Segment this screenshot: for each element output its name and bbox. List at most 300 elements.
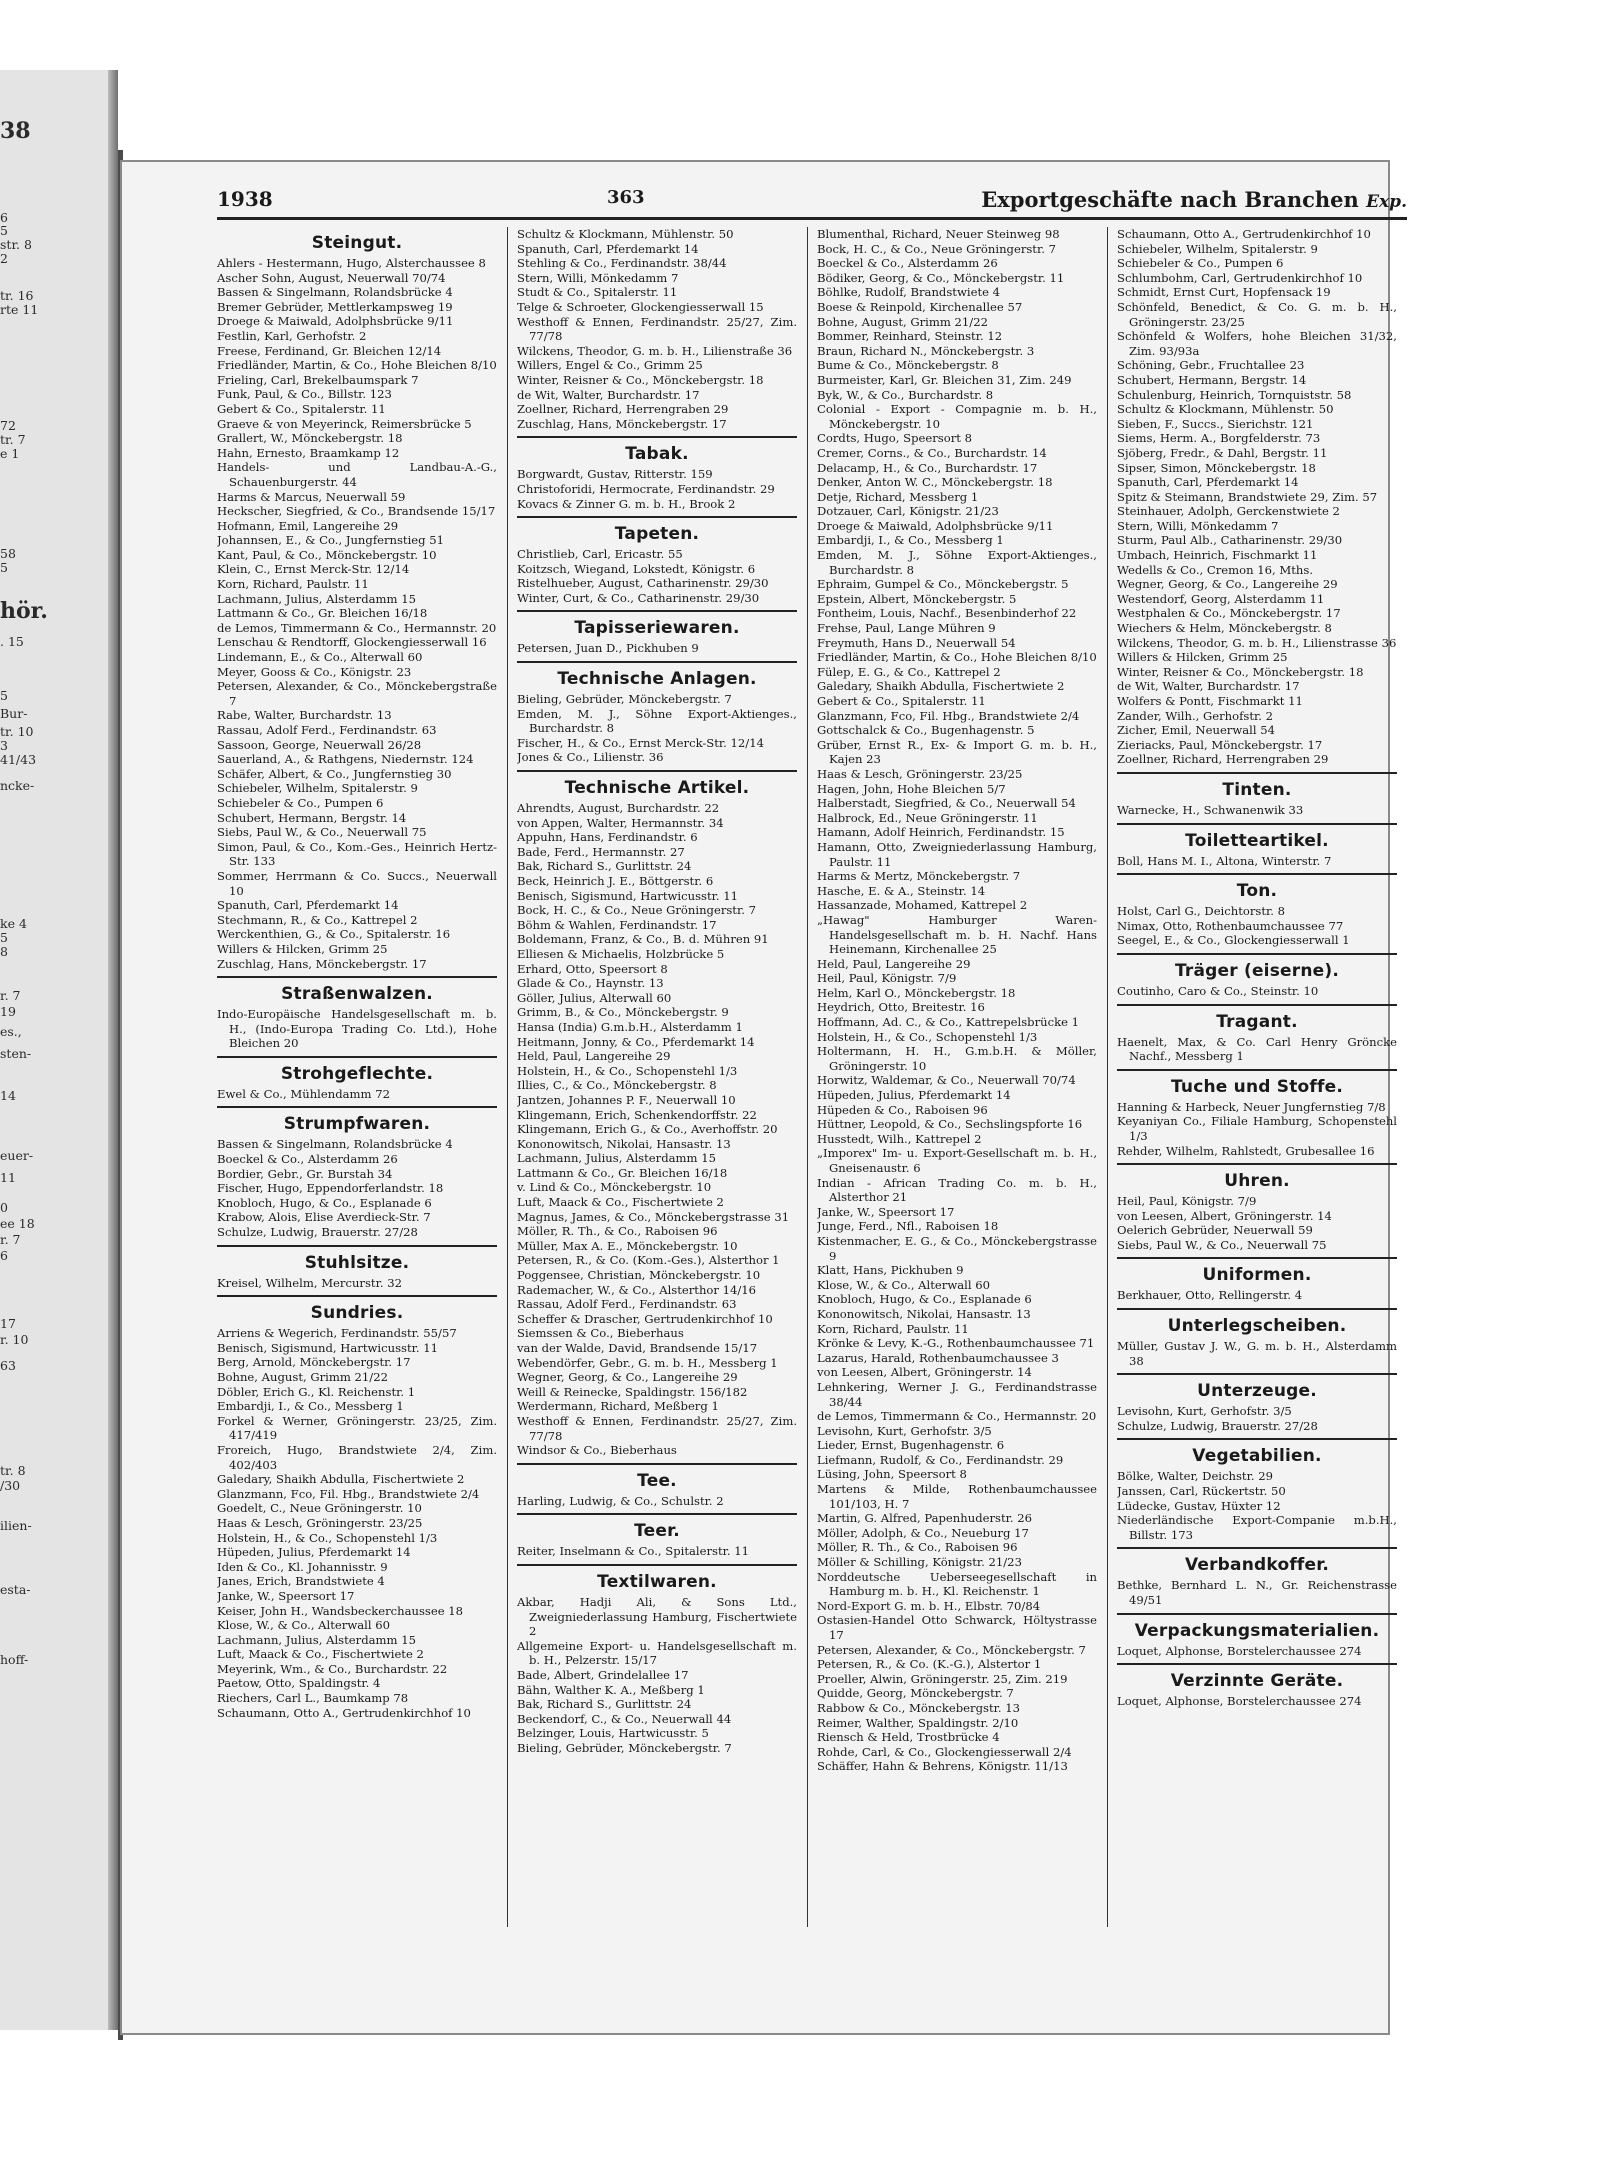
- left-page-text-fragment: 17: [0, 1316, 16, 1331]
- directory-entry: Graeve & von Meyerinck, Reimersbrücke 5: [217, 416, 472, 431]
- directory-entry: Siebs, Paul W., & Co., Neuerwall 75: [1117, 1237, 1327, 1252]
- directory-entry: Emden, M. J., Söhne Export-Aktienges., Burchardstr. 8: [517, 706, 797, 736]
- directory-entry: Glanzmann, Fco, Fil. Hbg., Brandstwiete 2/4: [817, 708, 1080, 723]
- left-page-text-fragment: 6: [0, 210, 8, 225]
- directory-entry: de Wit, Walter, Burchardstr. 17: [1117, 679, 1300, 694]
- directory-entry: Quidde, Georg, Mönckebergstr. 7: [817, 1686, 1014, 1701]
- section-rule: [1117, 1613, 1397, 1615]
- directory-entry: Glade & Co., Haynstr. 13: [517, 976, 664, 991]
- directory-entry: Nord-Export G. m. b. H., Elbstr. 70/84: [817, 1598, 1041, 1613]
- directory-entry: Loquet, Alphonse, Borstelerchaussee 274: [1117, 1643, 1362, 1658]
- directory-entry: Husstedt, Wilh., Kattrepel 2: [817, 1131, 982, 1146]
- left-page-text-fragment: 3: [0, 738, 8, 753]
- category-heading: Vegetabilien.: [1192, 1446, 1322, 1467]
- directory-entry: Koitzsch, Wiegand, Lokstedt, Königstr. 6: [517, 561, 756, 576]
- directory-entry: Spanuth, Carl, Pferdemarkt 14: [517, 241, 699, 256]
- directory-entry: Heil, Paul, Königstr. 7/9: [817, 971, 957, 986]
- section-rule: [1117, 823, 1397, 825]
- section-rule: [517, 516, 797, 518]
- directory-entry: Bähn, Walther K. A., Meßberg 1: [517, 1682, 705, 1697]
- section-rule: [1117, 1257, 1397, 1259]
- left-page-text-fragment: tr. 8: [0, 1463, 26, 1478]
- left-page-text-fragment: r. 7: [0, 988, 21, 1003]
- directory-entry: Böhlke, Rudolf, Brandstwiete 4: [817, 285, 1001, 300]
- directory-entry: Emden, M. J., Söhne Export-Aktienges., Burchardstr. 8: [817, 548, 1097, 577]
- left-page-fragment: [0, 70, 118, 2030]
- directory-entry: Paetow, Otto, Spaldingstr. 4: [217, 1676, 381, 1691]
- directory-entry: Lenschau & Rendtorff, Glockengiesserwall 16: [217, 635, 487, 650]
- directory-entry: Magnus, James, & Co., Mönckebergstrasse 31: [517, 1209, 790, 1224]
- section-rule: [1117, 772, 1397, 774]
- directory-entry: Döbler, Erich G., Kl. Reichenstr. 1: [217, 1384, 416, 1399]
- section-rule: [217, 976, 497, 978]
- category-heading: Tee.: [637, 1470, 677, 1491]
- directory-entry: von Leesen, Albert, Gröningerstr. 14: [817, 1365, 1032, 1380]
- left-page-text-fragment: 38: [0, 118, 31, 144]
- directory-entry: Lattmann & Co., Gr. Bleichen 16/18: [517, 1165, 728, 1180]
- section-rule: [217, 1056, 497, 1058]
- directory-entry: Krönke & Levy, K.-G., Rothenbaumchaussee 71: [817, 1336, 1095, 1351]
- directory-entry: Holst, Carl G., Deichtorstr. 8: [1117, 904, 1286, 919]
- directory-entry: Proeller, Alwin, Gröningerstr. 25, Zim. 219: [817, 1671, 1068, 1686]
- directory-entry: Martin, G. Alfred, Papenhuderstr. 26: [817, 1511, 1033, 1526]
- directory-entry: Möller, Adolph, & Co., Neueburg 17: [817, 1525, 1029, 1540]
- directory-entry: Korn, Richard, Paulstr. 11: [817, 1321, 969, 1336]
- directory-entry: Indian - African Trading Co. m. b. H., Alsterthor 21: [817, 1175, 1097, 1205]
- directory-entry: Bohne, August, Grimm 21/22: [817, 314, 988, 329]
- directory-entry: Heil, Paul, Königstr. 7/9: [1117, 1194, 1257, 1209]
- directory-entry: Colonial - Export - Compagnie m. b. H., Mönckebergstr. 10: [817, 402, 1097, 431]
- directory-entry: de Lemos, Timmermann & Co., Hermannstr. 20: [817, 1409, 1097, 1424]
- directory-entry: de Wit, Walter, Burchardstr. 17: [517, 387, 700, 402]
- left-page-text-fragment: ncke-: [0, 778, 35, 793]
- left-page-text-fragment: Bur-: [0, 706, 28, 721]
- directory-entry: Werdermann, Richard, Meßberg 1: [517, 1399, 719, 1414]
- directory-entry: Meyer, Gooss & Co., Königstr. 23: [217, 664, 412, 679]
- section-rule: [1117, 1163, 1397, 1165]
- directory-entry: Boldemann, Franz, & Co., B. d. Mühren 91: [517, 932, 769, 947]
- directory-entry: Halbrock, Ed., Neue Gröningerstr. 11: [817, 810, 1038, 825]
- left-page-text-fragment: 5: [0, 560, 8, 575]
- column-3: [817, 227, 1097, 1987]
- directory-entry: Goedelt, C., Neue Gröningerstr. 10: [217, 1501, 422, 1516]
- directory-entry: Lüsing, John, Speersort 8: [817, 1467, 967, 1482]
- directory-entry: Zieriacks, Paul, Mönckebergstr. 17: [1117, 737, 1323, 752]
- directory-entry: Freese, Ferdinand, Gr. Bleichen 12/14: [217, 343, 442, 358]
- directory-entry: Hamann, Otto, Zweigniederlassung Hamburg, Paulstr. 11: [817, 839, 1097, 869]
- directory-entry: Wedells & Co., Cremon 16, Mths.: [1117, 562, 1314, 577]
- directory-entry: Wiechers & Helm, Mönckebergstr. 8: [1117, 621, 1332, 636]
- left-page-text-fragment: 5: [0, 688, 8, 703]
- directory-entry: Zoellner, Richard, Herrengraben 29: [517, 402, 729, 417]
- directory-entry: Hofmann, Emil, Langereihe 29: [217, 518, 399, 533]
- directory-entry: van der Walde, David, Brandsende 15/17: [517, 1341, 758, 1355]
- directory-entry: Hamann, Adolf Heinrich, Ferdinandstr. 15: [817, 825, 1065, 840]
- directory-entry: Schiebeler & Co., Pumpen 6: [1117, 256, 1284, 271]
- directory-entry: Knobloch, Hugo, & Co., Esplanade 6: [817, 1292, 1032, 1307]
- directory-entry: de Lemos, Timmermann & Co., Hermannstr. 20: [217, 620, 497, 635]
- directory-entry: Spitz & Steimann, Brandstwiete 29, Zim. 57: [1117, 489, 1378, 504]
- section-rule: [517, 1513, 797, 1515]
- directory-entry: Bremer Gebrüder, Mettlerkampsweg 19: [217, 299, 453, 314]
- directory-entry: Zoellner, Richard, Herrengraben 29: [1117, 752, 1329, 767]
- left-page-text-fragment: 2: [0, 251, 8, 266]
- left-page-text-fragment: 19: [0, 1004, 16, 1019]
- directory-entry: Akbar, Hadji Ali, & Sons Ltd., Zweigniederlassung Hamburg, Fischertwiete 2: [517, 1594, 797, 1639]
- left-page-text-fragment: hoff-: [0, 1652, 29, 1667]
- left-page-text-fragment: 63: [0, 1358, 16, 1373]
- header-year: 1938: [217, 187, 273, 211]
- category-heading: Verzinnte Geräte.: [1170, 1671, 1344, 1692]
- directory-entry: Steinhauer, Adolph, Gerckenstwiete 2: [1117, 504, 1340, 519]
- column-1: [217, 227, 497, 1987]
- directory-entry: Harms & Mertz, Mönckebergstr. 7: [817, 869, 1021, 884]
- directory-entry: Halberstadt, Siegfried, & Co., Neuerwall 54: [817, 796, 1076, 811]
- directory-entry: Werckenthien, G., & Co., Spitalerstr. 16: [217, 927, 451, 942]
- category-heading: Tinten.: [1222, 779, 1292, 800]
- section-rule: [217, 1245, 497, 1247]
- directory-entry: Kononowitsch, Nikolai, Hansastr. 13: [517, 1136, 731, 1151]
- directory-entry: Froreich, Hugo, Brandstwiete 2/4, Zim. 402/403: [217, 1442, 497, 1472]
- directory-entry: Willers & Hilcken, Grimm 25: [1117, 650, 1288, 665]
- section-rule: [517, 770, 797, 772]
- left-page-text-fragment: str. 8: [0, 237, 32, 252]
- directory-entry: Lieder, Ernst, Bugenhagenstr. 6: [817, 1438, 1005, 1453]
- page-edge-shadow: [108, 70, 118, 2030]
- directory-entry: Umbach, Heinrich, Fischmarkt 11: [1117, 548, 1318, 563]
- directory-entry: Schubert, Hermann, Bergstr. 14: [217, 810, 407, 825]
- category-heading: Technische Anlagen.: [557, 669, 757, 690]
- directory-entry: Beck, Heinrich J. E., Böttgerstr. 6: [517, 874, 714, 888]
- left-page-text-fragment: ilien-: [0, 1518, 32, 1533]
- left-page-text-fragment: /30: [0, 1478, 21, 1493]
- category-heading: Uhren.: [1224, 1171, 1290, 1192]
- category-heading: Textilwaren.: [597, 1571, 717, 1592]
- directory-entry: Lüdecke, Gustav, Hüxter 12: [1117, 1498, 1281, 1513]
- section-rule: [217, 1106, 497, 1108]
- directory-entry: Schultz & Klockmann, Mühlenstr. 50: [517, 227, 734, 241]
- directory-entry: Erhard, Otto, Speersort 8: [517, 961, 668, 976]
- directory-entry: Bieling, Gebrüder, Mönckebergstr. 7: [517, 1740, 732, 1755]
- left-page-text-fragment: esta-: [0, 1582, 31, 1597]
- directory-entry: Boll, Hans M. I., Altona, Winterstr. 7: [1117, 853, 1332, 868]
- directory-entry: Rabbow & Co., Mönckebergstr. 13: [817, 1700, 1020, 1715]
- section-rule: [1117, 1663, 1397, 1665]
- directory-entry: Lehnkering, Werner J. G., Ferdinandstrasse 38/44: [817, 1379, 1097, 1409]
- directory-entry: Rohde, Carl, & Co., Glockengiesserwall 2/4: [817, 1744, 1072, 1759]
- directory-entry: Zuschlag, Hans, Mönckebergstr. 17: [517, 416, 727, 431]
- left-page-text-fragment: 11: [0, 1170, 16, 1185]
- directory-entry: Burmeister, Karl, Gr. Bleichen 31, Zim. 249: [817, 372, 1072, 387]
- directory-entry: Denker, Anton W. C., Mönckebergstr. 18: [817, 475, 1053, 490]
- directory-entry: Schiebeler, Wilhelm, Spitalerstr. 9: [1117, 241, 1318, 256]
- directory-entry: Siebs, Paul W., & Co., Neuerwall 75: [217, 825, 427, 840]
- directory-entry: Möller, R. Th., & Co., Raboisen 96: [517, 1224, 718, 1239]
- directory-entry: Indo-Europäische Handelsgesellschaft m. b. H., (Indo-Europa Trading Co. Ltd.), Hohe Bleichen 20: [217, 1007, 497, 1051]
- directory-entry: Haas & Lesch, Gröningerstr. 23/25: [217, 1515, 423, 1530]
- directory-entry: Friedländer, Martin, & Co., Hohe Bleichen 8/10: [217, 358, 497, 373]
- directory-entry: Riensch & Held, Trostbrücke 4: [817, 1730, 1000, 1745]
- section-rule: [1117, 873, 1397, 875]
- directory-entry: Göller, Julius, Alterwall 60: [517, 990, 672, 1005]
- category-heading: Träger (eiserne).: [1174, 960, 1339, 981]
- directory-entry: Haas & Lesch, Gröningerstr. 23/25: [817, 766, 1023, 781]
- category-heading: Unterzeuge.: [1197, 1381, 1317, 1402]
- left-page-text-fragment: 5: [0, 223, 8, 238]
- directory-entry: Jones & Co., Lilienstr. 36: [517, 750, 664, 765]
- directory-entry: Hanning & Harbeck, Neuer Jungfernstieg 7/8: [1117, 1099, 1386, 1114]
- directory-entry: Byk, W., & Co., Burchardstr. 8: [817, 387, 994, 402]
- directory-entry: Möller & Schilling, Königstr. 21/23: [817, 1555, 1022, 1570]
- directory-entry: Held, Paul, Langereihe 29: [517, 1049, 671, 1064]
- directory-entry: Müller, Gustav J. W., G. m. b. H., Alsterdamm 38: [1117, 1339, 1397, 1368]
- left-page-text-fragment: ee 18: [0, 1216, 35, 1231]
- directory-entry: Meyerink, Wm., & Co., Burchardstr. 22: [217, 1661, 448, 1676]
- category-heading: Tuche und Stoffe.: [1171, 1076, 1343, 1097]
- directory-entry: Haenelt, Max, & Co. Carl Henry Gröncke Nachf., Messberg 1: [1117, 1034, 1397, 1064]
- directory-entry: Bade, Ferd., Hermannstr. 27: [517, 844, 685, 859]
- directory-entry: Rassau, Adolf Ferd., Ferdinandstr. 63: [217, 723, 437, 737]
- directory-entry: Harling, Ludwig, & Co., Schulstr. 2: [517, 1493, 724, 1508]
- directory-entry: Blumenthal, Richard, Neuer Steinweg 98: [817, 227, 1060, 241]
- directory-entry: Jantzen, Johannes P. F., Neuerwall 10: [517, 1092, 736, 1107]
- directory-entry: Horwitz, Waldemar, & Co., Neuerwall 70/74: [817, 1073, 1076, 1088]
- directory-entry: Levisohn, Kurt, Gerhofstr. 3/5: [817, 1423, 992, 1438]
- left-page-text-fragment: euer-: [0, 1148, 34, 1163]
- directory-entry: Keyaniyan Co., Filiale Hamburg, Schopenstehl 1/3: [1117, 1114, 1397, 1143]
- directory-entry: Klingemann, Erich, Schenkendorffstr. 22: [517, 1107, 757, 1122]
- category-heading: Ton.: [1236, 881, 1278, 902]
- directory-entry: Schulze, Ludwig, Brauerstr. 27/28: [217, 1225, 418, 1240]
- directory-entry: v. Lind & Co., Mönckebergstr. 10: [517, 1180, 712, 1195]
- directory-entry: Oelerich Gebrüder, Neuerwall 59: [1117, 1223, 1313, 1238]
- directory-entry: Sassoon, George, Neuerwall 26/28: [217, 737, 422, 752]
- directory-entry: Elliesen & Michaelis, Holzbrücke 5: [517, 946, 725, 961]
- column-separator: [1107, 227, 1108, 1927]
- directory-entry: Bock, H. C., & Co., Neue Gröningerstr. 7: [817, 241, 1056, 256]
- directory-entry: Boeckel & Co., Alsterdamm 26: [217, 1152, 398, 1167]
- directory-entry: Spanuth, Carl, Pferdemarkt 14: [1117, 475, 1299, 490]
- directory-entry: Kant, Paul, & Co., Mönckebergstr. 10: [217, 547, 437, 562]
- section-rule: [1117, 1069, 1397, 1071]
- category-heading: Strumpfwaren.: [283, 1114, 431, 1135]
- directory-entry: Embardji, I., & Co., Messberg 1: [217, 1399, 404, 1414]
- category-heading: Steingut.: [311, 233, 403, 253]
- directory-entry: Hassanzade, Mohamed, Kattrepel 2: [817, 898, 1028, 913]
- directory-entry: Keiser, John H., Wandsbeckerchaussee 18: [217, 1603, 464, 1618]
- directory-entry: Janssen, Carl, Rückertstr. 50: [1117, 1484, 1286, 1499]
- directory-entry: Bölke, Walter, Deichstr. 29: [1117, 1469, 1273, 1484]
- directory-entry: Wilckens, Theodor, G. m. b. H., Lilienstrasse 36: [1117, 635, 1397, 650]
- directory-entry: Bak, Richard S., Gurlittstr. 24: [517, 859, 692, 874]
- directory-entry: Junge, Ferd., Nfl., Raboisen 18: [817, 1219, 999, 1234]
- directory-entry: Appuhn, Hans, Ferdinandstr. 6: [517, 830, 698, 845]
- category-heading: Strohgeflechte.: [280, 1063, 434, 1084]
- section-rule: [517, 1463, 797, 1465]
- directory-entry: Hansa (India) G.m.b.H., Alsterdamm 1: [517, 1019, 743, 1034]
- directory-entry: Helm, Karl O., Mönckebergstr. 18: [817, 985, 1016, 1000]
- directory-entry: Droege & Maiwald, Adolphsbrücke 9/11: [217, 314, 454, 329]
- directory-entry: Luft, Maack & Co., Fischertwiete 2: [517, 1195, 724, 1210]
- section-rule: [217, 1295, 497, 1297]
- directory-entry: Bassen & Singelmann, Rolandsbrücke 4: [217, 1137, 453, 1152]
- directory-entry: Winter, Reisner & Co., Mönckebergstr. 18: [517, 372, 764, 387]
- directory-entry: Schöning, Gebr., Fruchtallee 23: [1117, 358, 1305, 373]
- directory-entry: Benisch, Sigismund, Hartwicusstr. 11: [217, 1340, 439, 1355]
- running-title-text: Exportgeschäfte nach Branchen: [981, 187, 1359, 212]
- directory-entry: Hagen, John, Hohe Bleichen 5/7: [817, 781, 1006, 796]
- directory-entry: Knobloch, Hugo, & Co., Esplanade 6: [217, 1195, 432, 1210]
- directory-entry: Luft, Maack & Co., Fischertwiete 2: [217, 1647, 424, 1662]
- category-heading: Unterlegscheiben.: [1167, 1316, 1347, 1337]
- directory-entry: Benisch, Sigismund, Hartwicusstr. 11: [517, 888, 739, 903]
- section-rule: [1117, 953, 1397, 955]
- directory-entry: Bak, Richard S., Gurlittstr. 24: [517, 1697, 692, 1712]
- left-page-text-fragment: 0: [0, 1200, 8, 1215]
- directory-entry: Bassen & Singelmann, Rolandsbrücke 4: [217, 285, 453, 300]
- directory-entry: Friedländer, Martin, & Co., Hohe Bleichen 8/10: [817, 650, 1097, 665]
- left-page-text-fragment: tr. 7: [0, 432, 26, 447]
- directory-entry: Sauerland, A., & Rathgens, Niedernstr. 124: [217, 752, 474, 767]
- left-page-text-fragment: es.,: [0, 1024, 22, 1039]
- column-4: [1117, 227, 1397, 1987]
- directory-entry: Siemssen & Co., Bieberhaus: [517, 1326, 684, 1341]
- directory-entry: Bade, Albert, Grindelallee 17: [517, 1667, 689, 1682]
- directory-entry: Forkel & Werner, Gröningerstr. 23/25, Zim. 417/419: [217, 1413, 497, 1443]
- directory-entry: Bethke, Bernhard L. N., Gr. Reichenstrasse 49/51: [1117, 1578, 1397, 1607]
- directory-entry: Rassau, Adolf Ferd., Ferdinandstr. 63: [517, 1297, 737, 1312]
- directory-entry: Schulze, Ludwig, Brauerstr. 27/28: [1117, 1418, 1318, 1433]
- directory-entry: Wolfers & Pontt, Fischmarkt 11: [1117, 694, 1303, 708]
- directory-entry: Reimer, Walther, Spaldingstr. 2/10: [817, 1715, 1019, 1730]
- directory-entry: Krabow, Alois, Elise Averdieck-Str. 7: [217, 1210, 431, 1225]
- directory-entry: Berg, Arnold, Mönckebergstr. 17: [217, 1355, 411, 1370]
- directory-entry: Freymuth, Hans D., Neuerwall 54: [817, 635, 1016, 650]
- directory-entry: Loquet, Alphonse, Borstelerchaussee 274: [1117, 1694, 1362, 1709]
- directory-entry: Hüpeden & Co., Raboisen 96: [817, 1102, 988, 1117]
- directory-entry: Stern, Willi, Mönkedamm 7: [517, 270, 679, 285]
- directory-entry: Winter, Reisner & Co., Mönckebergstr. 18: [1117, 664, 1364, 679]
- directory-entry: Bohne, August, Grimm 21/22: [217, 1370, 388, 1384]
- directory-entry: Delacamp, H., & Co., Burchardstr. 17: [817, 460, 1038, 475]
- category-heading: Technische Artikel.: [564, 778, 750, 799]
- category-heading: Tragant.: [1216, 1011, 1298, 1032]
- column-2: [517, 227, 797, 1987]
- directory-entry: Schaumann, Otto A., Gertrudenkirchhof 10: [217, 1705, 471, 1720]
- directory-entry: Heckscher, Siegfried, & Co., Brandsende 15/17: [217, 504, 496, 519]
- directory-entry: Frieling, Carl, Brekelbaumspark 7: [217, 372, 419, 387]
- directory-entry: Zicher, Emil, Neuerwall 54: [1117, 723, 1276, 738]
- directory-entry: Festlin, Karl, Gerhofstr. 2: [217, 328, 367, 343]
- directory-entry: Braun, Richard N., Mönckebergstr. 3: [817, 343, 1035, 358]
- directory-entry: Webendörfer, Gebr., G. m. b. H., Messberg 1: [517, 1355, 778, 1370]
- directory-entry: Petersen, Alexander, & Co., Mönckebergstr. 7: [817, 1642, 1086, 1657]
- directory-entry: Sturm, Paul Alb., Catharinenstr. 29/30: [1117, 533, 1343, 548]
- directory-entry: Schulenburg, Heinrich, Tornquiststr. 58: [1117, 387, 1352, 402]
- section-rule: [1117, 1308, 1397, 1310]
- directory-entry: Fischer, H., & Co., Ernst Merck-Str. 12/14: [517, 735, 764, 750]
- directory-entry: Cremer, Corns., & Co., Burchardstr. 14: [817, 445, 1047, 460]
- directory-entry: Ahrendts, August, Burchardstr. 22: [517, 801, 720, 816]
- directory-entry: Böhm & Wahlen, Ferdinandstr. 17: [517, 917, 717, 932]
- directory-entry: Bieling, Gebrüder, Mönckebergstr. 7: [517, 692, 732, 707]
- category-heading: Tapeten.: [614, 524, 700, 545]
- category-heading: Sundries.: [310, 1303, 404, 1324]
- directory-entry: Grimm, B., & Co., Mönckebergstr. 9: [517, 1005, 729, 1020]
- directory-entry: Schultz & Klockmann, Mühlenstr. 50: [1117, 402, 1334, 417]
- left-page-text-fragment: ke 4: [0, 916, 27, 931]
- directory-entry: Schäffer, Hahn & Behrens, Königstr. 11/13: [817, 1759, 1068, 1774]
- directory-entry: Janke, W., Speersort 17: [217, 1588, 355, 1603]
- directory-entry: Epstein, Albert, Mönckebergstr. 5: [817, 591, 1017, 606]
- directory-entry: Galedary, Shaikh Abdulla, Fischertwiete 2: [817, 679, 1065, 694]
- directory-entry: Rehder, Wilhelm, Rahlstedt, Grubesallee 16: [1117, 1143, 1375, 1158]
- directory-entry: Heydrich, Otto, Breitestr. 16: [817, 1000, 985, 1015]
- directory-entry: Sieben, F., Succs., Sierichstr. 121: [1117, 416, 1314, 431]
- directory-entry: Allgemeine Export- u. Handelsgesellschaft m. b. H., Pelzerstr. 15/17: [517, 1638, 797, 1668]
- directory-entry: Sjöberg, Fredr., & Dahl, Bergstr. 11: [1117, 445, 1328, 460]
- directory-entry: Liefmann, Rudolf, & Co., Ferdinandstr. 29: [817, 1452, 1064, 1467]
- directory-entry: Stern, Willi, Mönkedamm 7: [1117, 518, 1279, 533]
- directory-entry: Ahlers - Hestermann, Hugo, Alsterchaussee 8: [217, 256, 486, 270]
- directory-entry: Petersen, Alexander, & Co., Mönckebergstraße 7: [217, 679, 497, 708]
- directory-entry: Christoforidi, Hermocrate, Ferdinandstr. 29: [517, 481, 775, 496]
- directory-entry: Belzinger, Louis, Hartwicusstr. 5: [517, 1726, 709, 1741]
- directory-entry: Hüttner, Leopold, & Co., Sechslingspforte 16: [817, 1117, 1083, 1132]
- directory-entry: Zuschlag, Hans, Mönckebergstr. 17: [217, 956, 427, 971]
- directory-entry: Westhoff & Ennen, Ferdinandstr. 25/27, Zim. 77/78: [517, 1413, 797, 1443]
- directory-entry: Korn, Richard, Paulstr. 11: [217, 577, 369, 592]
- left-page-text-fragment: 14: [0, 1088, 16, 1103]
- left-page-text-fragment: 41/43: [0, 752, 37, 767]
- directory-entry: Schönfeld & Wolfers, hohe Bleichen 31/32, Zim. 93/93a: [1117, 329, 1397, 358]
- header-rule: [217, 217, 1407, 220]
- directory-entry: Holstein, H., & Co., Schopenstehl 1/3: [217, 1530, 438, 1545]
- directory-entry: Möller, R. Th., & Co., Raboisen 96: [817, 1540, 1018, 1555]
- section-rule: [1117, 1004, 1397, 1006]
- directory-entry: Handels- und Landbau-A.-G., Schauenburgerstr. 44: [217, 460, 497, 489]
- directory-entry: Telge & Schroeter, Glockengiesserwall 15: [517, 299, 764, 314]
- directory-entry: Westphalen & Co., Mönckebergstr. 17: [1117, 606, 1341, 621]
- directory-entry: Niederländische Export-Companie m.b.H., Billstr. 173: [1117, 1513, 1397, 1542]
- directory-entry: Westhoff & Ennen, Ferdinandstr. 25/27, Zim. 77/78: [517, 314, 797, 344]
- directory-entry: Hasche, E. & A., Steinstr. 14: [817, 883, 986, 898]
- directory-entry: Holstein, H., & Co., Schopenstehl 1/3: [817, 1029, 1038, 1044]
- directory-entry: Heitmann, Jonny, & Co., Pferdemarkt 14: [517, 1034, 755, 1049]
- directory-entry: Johannsen, E., & Co., Jungfernstieg 51: [217, 533, 445, 548]
- left-page-text-fragment: 58: [0, 546, 16, 561]
- directory-entry: „Hawag" Hamburger Waren-Handelsgesellschaft m. b. H. Nachf. Hans Heinemann, Kirchenallee 25: [817, 912, 1097, 957]
- left-page-text-fragment: 6: [0, 1248, 8, 1263]
- directory-entry: Lachmann, Julius, Alsterdamm 15: [217, 1632, 416, 1647]
- running-title: [981, 187, 1407, 212]
- directory-entry: Detje, Richard, Messberg 1: [817, 489, 979, 504]
- directory-entry: Grüber, Ernst R., Ex- & Import G. m. b. H., Kajen 23: [817, 737, 1097, 767]
- directory-entry: Kistenmacher, E. G., & Co., Mönckebergstrasse 9: [817, 1233, 1097, 1263]
- directory-entry: Siems, Herm. A., Borgfelderstr. 73: [1117, 431, 1321, 446]
- directory-entry: Ostasien-Handel Otto Schwarck, Höltystrasse 17: [817, 1613, 1097, 1642]
- directory-entry: Schäfer, Albert, & Co., Jungfernstieg 30: [217, 766, 452, 781]
- directory-entry: Studt & Co., Spitalerstr. 11: [517, 285, 678, 300]
- directory-entry: Janke, W., Speersort 17: [817, 1204, 955, 1219]
- directory-entry: Dotzauer, Carl, Königstr. 21/23: [817, 504, 999, 519]
- directory-entry: Wilckens, Theodor, G. m. b. H., Lilienstraße 36: [517, 343, 793, 358]
- directory-entry: Frehse, Paul, Lange Mühren 9: [817, 621, 996, 636]
- category-heading: Toiletteartikel.: [1185, 830, 1329, 851]
- directory-entry: Berkhauer, Otto, Rellingerstr. 4: [1117, 1288, 1303, 1303]
- directory-entry: Riechers, Carl L., Baumkamp 78: [217, 1691, 409, 1706]
- directory-entry: Levisohn, Kurt, Gerhofstr. 3/5: [1117, 1404, 1292, 1419]
